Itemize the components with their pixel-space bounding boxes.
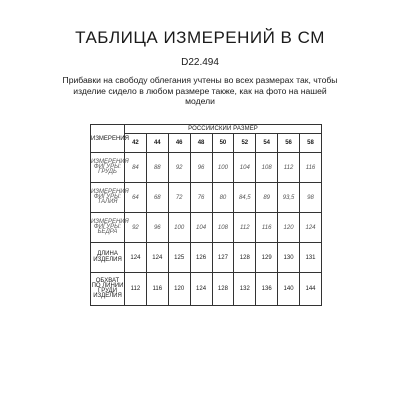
product-code: D22.494 (181, 57, 219, 68)
size-56: 56 (278, 134, 300, 153)
table-cell: 89 (256, 183, 278, 213)
row-label: ИЗМЕРЕНИЯ ФИГУРЫ: ГРУДЬ (91, 153, 125, 183)
table-cell: 84,5 (234, 183, 256, 213)
table-cell: 124 (190, 273, 212, 306)
table-cell: 116 (256, 213, 278, 243)
param-header: ИЗМЕРЕНИЯ (91, 125, 125, 153)
table-row (91, 273, 322, 306)
table-cell: 108 (256, 153, 278, 183)
table-cell: 116 (146, 273, 168, 306)
table-cell: 136 (256, 273, 278, 306)
table-cell: 132 (234, 273, 256, 306)
size-group-header: РОССИЙСКИЙ РАЗМЕР (125, 125, 322, 134)
table-cell: 124 (125, 243, 147, 273)
table-cell: 98 (300, 183, 322, 213)
table-row (91, 183, 322, 213)
table-cell: 127 (212, 243, 234, 273)
table-cell: 108 (212, 213, 234, 243)
fit-note: Прибавки на свободу облегания учтены во всех размерах так, чтобы изделие сидело в любом размере также, как на фото на нашей модели (62, 75, 338, 106)
table-cell: 104 (234, 153, 256, 183)
table-cell: 68 (146, 183, 168, 213)
table-cell: 92 (168, 153, 190, 183)
table-cell: 104 (190, 213, 212, 243)
table-cell: 92 (125, 213, 147, 243)
table-cell: 120 (168, 273, 190, 306)
table-cell: 120 (278, 213, 300, 243)
size-48: 48 (190, 134, 212, 153)
size-46: 46 (168, 134, 190, 153)
size-50: 50 (212, 134, 234, 153)
row-label: ИЗМЕРЕНИЯ ФИГУРЫ: ТАЛИЯ (91, 183, 125, 213)
table-cell: 76 (190, 183, 212, 213)
row-label: ИЗМЕРЕНИЯ ФИГУРЫ: БЕДРА (91, 213, 125, 243)
table-cell: 93,5 (278, 183, 300, 213)
table-row (91, 153, 322, 183)
table-cell: 112 (234, 213, 256, 243)
size-58: 58 (300, 134, 322, 153)
table-cell: 84 (125, 153, 147, 183)
page-title: ТАБЛИЦА ИЗМЕРЕНИЙ В СМ (75, 28, 325, 47)
table-cell: 64 (125, 183, 147, 213)
table-cell: 96 (190, 153, 212, 183)
table-cell: 124 (146, 243, 168, 273)
table-cell: 88 (146, 153, 168, 183)
table-cell: 140 (278, 273, 300, 306)
table-cell: 129 (256, 243, 278, 273)
table-cell: 116 (300, 153, 322, 183)
table-cell: 112 (125, 273, 147, 306)
header-row (91, 125, 322, 134)
table-cell: 100 (212, 153, 234, 183)
table-row (91, 213, 322, 243)
size-44: 44 (146, 134, 168, 153)
row-label: ОБХВАТ ПО ЛИНИИ ГРУДИ ИЗДЕЛИЯ (91, 273, 125, 306)
table-cell: 125 (168, 243, 190, 273)
table-cell: 72 (168, 183, 190, 213)
table-row (91, 243, 322, 273)
size-42: 42 (125, 134, 147, 153)
table-cell: 128 (234, 243, 256, 273)
table-cell: 130 (278, 243, 300, 273)
table-cell: 124 (300, 213, 322, 243)
size-52: 52 (234, 134, 256, 153)
size-table (90, 124, 322, 306)
table-cell: 96 (146, 213, 168, 243)
table-cell: 131 (300, 243, 322, 273)
table-cell: 126 (190, 243, 212, 273)
size-54: 54 (256, 134, 278, 153)
table-cell: 112 (278, 153, 300, 183)
table-cell: 144 (300, 273, 322, 306)
table-cell: 100 (168, 213, 190, 243)
table-cell: 128 (212, 273, 234, 306)
row-label: ДЛИНА ИЗДЕЛИЯ (91, 243, 125, 273)
table-cell: 80 (212, 183, 234, 213)
